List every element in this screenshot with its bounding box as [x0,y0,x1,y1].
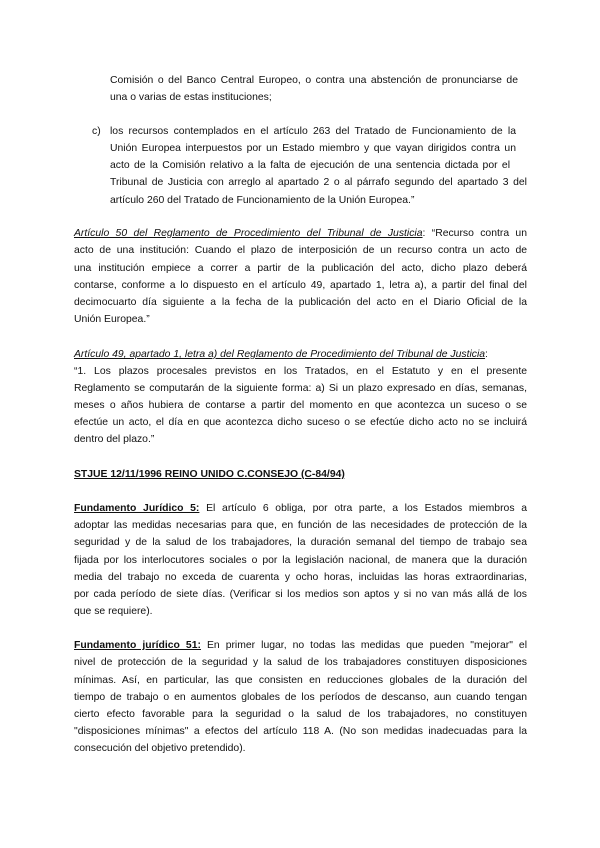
fundamento-51-line-7: consecución del objetivo pretendido). [74,743,246,754]
fundamento-5-first-line [74,500,527,517]
fundamento-5-line-2: adoptar las medidas necesarias para que, en función de las necesidades de protección de la [74,520,527,531]
list-item-c-line-3: acto de la Comisión relativo a la falta de ejecución de una sentencia dictada por el [110,160,510,171]
list-item-c-letter: c) [92,126,101,137]
list-continuation-line-1: Comisión o del Banco Central Europeo, o contra una abstención de pronunciarse de [110,75,518,86]
list-item-c-line-4: Tribunal de Justicia con arreglo al apartado 2 o al párrafo segundo del apartado 3 del [110,177,527,188]
fundamento-51-line-3: mínimas. Así, en particular, las que consisten en reducciones globales de la duración del [74,675,527,686]
articulo-50-first-rest: : “Recurso contra un [422,228,527,239]
fundamento-51-line-2: nivel de protección de la seguridad y la salud de los trabajadores constituyen disposiciones [74,657,527,668]
articulo-50-line-6: Unión Europea.” [74,314,150,325]
fundamento-5-line-5: media del trabajo no exceda de cuarenta y ocho horas, incluidas las horas extraordinarias, [74,572,527,583]
list-item-c-line-5: artículo 260 del Tratado de Funcionamiento de la Unión Europea.” [110,195,415,206]
list-continuation-line-2: una o varias de estas instituciones; [110,92,272,103]
fundamento-5-line-3: seguridad y de la salud de los trabajadores, la duración semanal del tiempo de trabajo sea [74,537,527,548]
fundamento-5-line-7: que se requiere). [74,606,153,617]
articulo-49-line-5: efectúe un acto, el día en que acontezca dicho suceso o se efectúe dicho acto no se incluirá [74,417,527,428]
articulo-49-first-rest: : [485,349,488,360]
fundamento-51-line-5: cierto efecto favorable para la seguridad o la salud de los trabajadores, no constituyen [74,709,527,720]
articulo-50-first-line [74,225,527,242]
articulo-49-line-4: meses o años hubiera de contarse a partir del momento en que acontezca un suceso o se [74,400,527,411]
fundamento-5-line-4: fijada por los interlocutores sociales o por la legislación nacional, de manera que la duración [74,555,527,566]
fundamento-51-line-4: tiempo de trabajo o en aumentos globales de los períodos de descanso, aun cuando tengan [74,692,527,703]
stjue-heading: STJUE 12/11/1996 REINO UNIDO C.CONSEJO (C-84/94) [74,469,345,480]
list-item-c-line-1: los recursos contemplados en el artículo 263 del Tratado de Funcionamiento de la [110,126,516,137]
fundamento-51-title: Fundamento jurídico 51: [74,640,201,651]
articulo-49-line-6: dentro del plazo.” [74,434,155,445]
articulo-49-line-3: Reglamento se computarán de la siguiente forma: a) Si un plazo expresado en días, semanas, [74,383,527,394]
articulo-49-first-line [74,346,488,363]
fundamento-51-first-line [74,637,527,654]
articulo-50-title: Artículo 50 del Reglamento de Procedimiento del Tribunal de Justicia [74,228,423,239]
fundamento-51-line-6: "disposiciones mínimas" a efectos del artículo 118 A. (No son medidas inadecuadas para la [74,726,527,737]
articulo-50-line-3: una institución empiece a correr a partir de la publicación del acto, dicho plazo deberá [74,263,527,274]
articulo-50-line-2: acto de una institución: Cuando el plazo de interposición de un recurso contra un acto de [74,245,527,256]
fundamento-5-first-rest: El artículo 6 obliga, por otra parte, a los Estados miembros a [199,503,527,514]
fundamento-51-first-rest: En primer lugar, no todas las medidas que pueden "mejorar" el [200,640,527,651]
list-item-c-line-2: Unión Europea interpuestos por un Estado miembro y que vayan dirigidos contra un [110,143,516,154]
fundamento-5-title: Fundamento Jurídico 5: [74,503,200,514]
fundamento-5-line-6: por cada período de siete días. (Verificar si los medios son aptos y si no van más allá de los [74,589,527,600]
articulo-49-title: Artículo 49, apartado 1, letra a) del Reglamento de Procedimiento del Tribunal de Justicia [74,349,486,360]
articulo-49-line-2: “1. Los plazos procesales previstos en los Tratados, en el Estatuto y en el presente [74,366,527,377]
articulo-50-line-5: decimocuarto día siguiente a la fecha de la publicación del acto en el Diario Oficial de la [74,297,527,308]
articulo-50-line-4: contarse, conforme a lo dispuesto en el artículo 49, apartado 1, letra a), a partir del final del [74,280,527,291]
